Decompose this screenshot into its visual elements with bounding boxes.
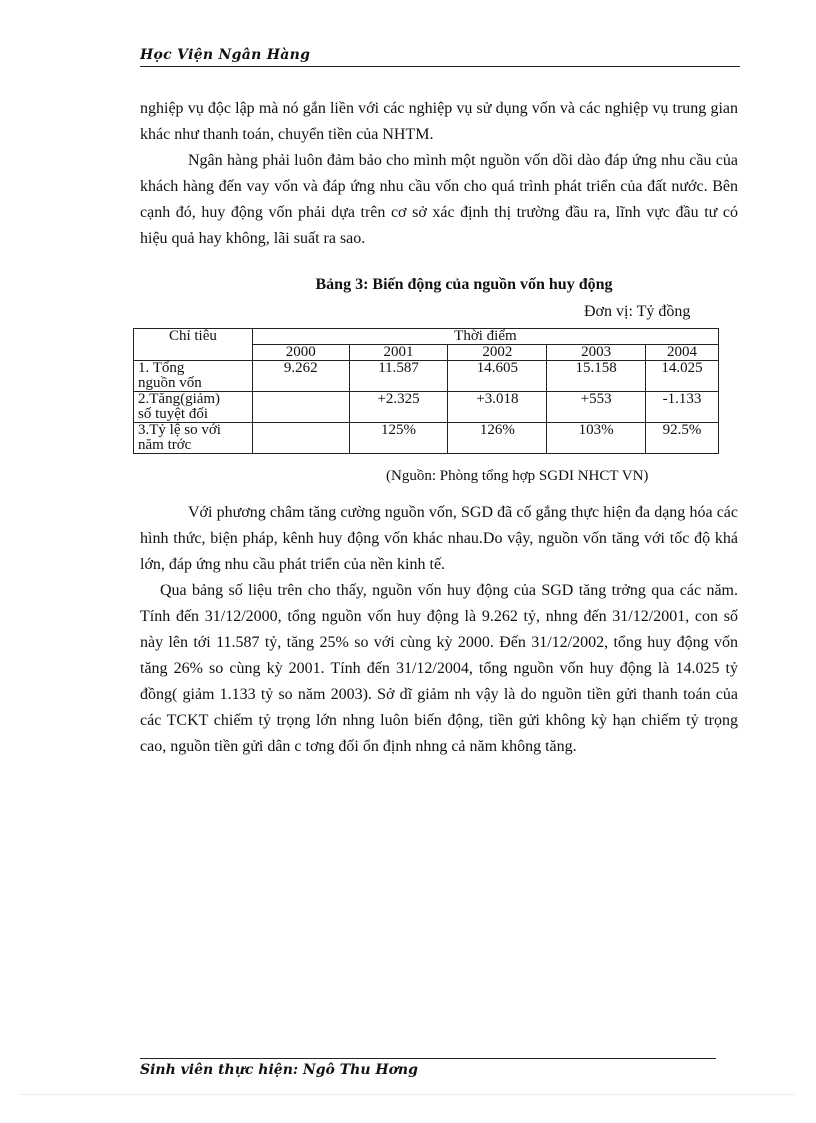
table-cell: 125% [349,423,448,454]
body-text-bottom [140,500,738,760]
table-cell: 126% [448,423,547,454]
year-cell: 2002 [448,345,547,361]
footer-text: Sinh viên thực hiện: Ngô Thu Hơng [140,1062,418,1078]
paragraph: nghiệp vụ độc lập mà nó gắn liền với các nghiệp vụ sử dụng vốn và các nghiệp vụ trung gian khác như thanh toán, chuyển tiền của NHTM. [140,100,738,143]
table-cell: 11.587 [349,361,448,392]
header-cell: Thời điểm [252,329,718,345]
row-label: 3.Tỷ lệ so với năm trớc [134,423,253,454]
table-cell: 14.605 [448,361,547,392]
header-title: Học Viện Ngân Hàng [140,47,311,63]
table-cell [252,392,349,423]
year-cell: 2004 [646,345,719,361]
table-title: Bảng 3: Biến động của nguồn vốn huy động [315,276,613,293]
footer-rule [140,1044,716,1059]
table-source: (Nguồn: Phòng tổng hợp SGDI NHCT VN) [386,468,649,484]
paragraph: Với phương châm tăng cường nguồn vốn, SGD đã cố gắng thực hiện đa dạng hóa các hình thức, biện pháp, kênh huy động vốn khác nhau.Do vậy, nguồn vốn tăng với tốc độ khá lớn, đáp ứng nhu cầu phát triển của nền kinh tế. [140,504,738,573]
table-header-row [134,329,719,345]
paragraph: Qua bảng số liệu trên cho thấy, nguồn vốn huy động của SGD tăng trởng qua các năm. Tính đến 31/12/2000, tổng nguồn vốn huy động là 9.262 tỷ, nhng đến 31/12/2001, con số này lên tới 11.587 tỷ, tăng 25% so với cùng kỳ 2000. Đến 31/12/2002, tổng huy động vốn tăng 26% so cùng kỳ 2001. Tính đến 31/12/2004, tổng nguồn vốn huy động là 14.025 tỷ đồng( giảm 1.133 tỷ so năm 2003). Sở dĩ giảm nh vậy là do nguồn tiền gửi thanh toán của các TCKT chiếm tỷ trọng lớn nhng luôn biến động, tiền gửi không kỳ hạn chiếm tỷ trọng cao, nguồn tiền gửi dân c tơng đối ổn định nhng cả năm không tăng. [140,582,738,755]
table-unit: Đơn vị: Tỷ đồng [584,303,691,320]
page-bottom-divider [20,1094,796,1095]
header-cell: Chỉ tiêu [134,329,253,361]
table-cell: 92.5% [646,423,719,454]
year-cell: 2001 [349,345,448,361]
table-cell: +553 [547,392,646,423]
data-table [133,328,719,454]
table-cell: 103% [547,423,646,454]
page-header [140,46,740,67]
year-cell: 2003 [547,345,646,361]
table-cell: +3.018 [448,392,547,423]
row-label: 2.Tăng(giảm) số tuyệt đối [134,392,253,423]
table-cell [252,423,349,454]
table-cell: 9.262 [252,361,349,392]
paragraph: Ngân hàng phải luôn đảm bảo cho mình một nguồn vốn dồi dào đáp ứng nhu cầu của khách hàng đến vay vốn và đáp ứng nhu cầu vốn cho quá trình phát triển của đất nước. Bên cạnh đó, huy động vốn phải dựa trên cơ sở xác định thị trường đầu ra, lĩnh vực đầu tư có hiệu quả hay không, lãi suất ra sao. [140,152,738,247]
table-cell: +2.325 [349,392,448,423]
year-cell: 2000 [252,345,349,361]
table-row [134,392,719,423]
table-cell: -1.133 [646,392,719,423]
table-row [134,361,719,392]
body-text-top [140,96,738,252]
table-row [134,423,719,454]
table-cell: 14.025 [646,361,719,392]
table-cell: 15.158 [547,361,646,392]
row-label: 1. Tổng nguồn vốn [134,361,253,392]
